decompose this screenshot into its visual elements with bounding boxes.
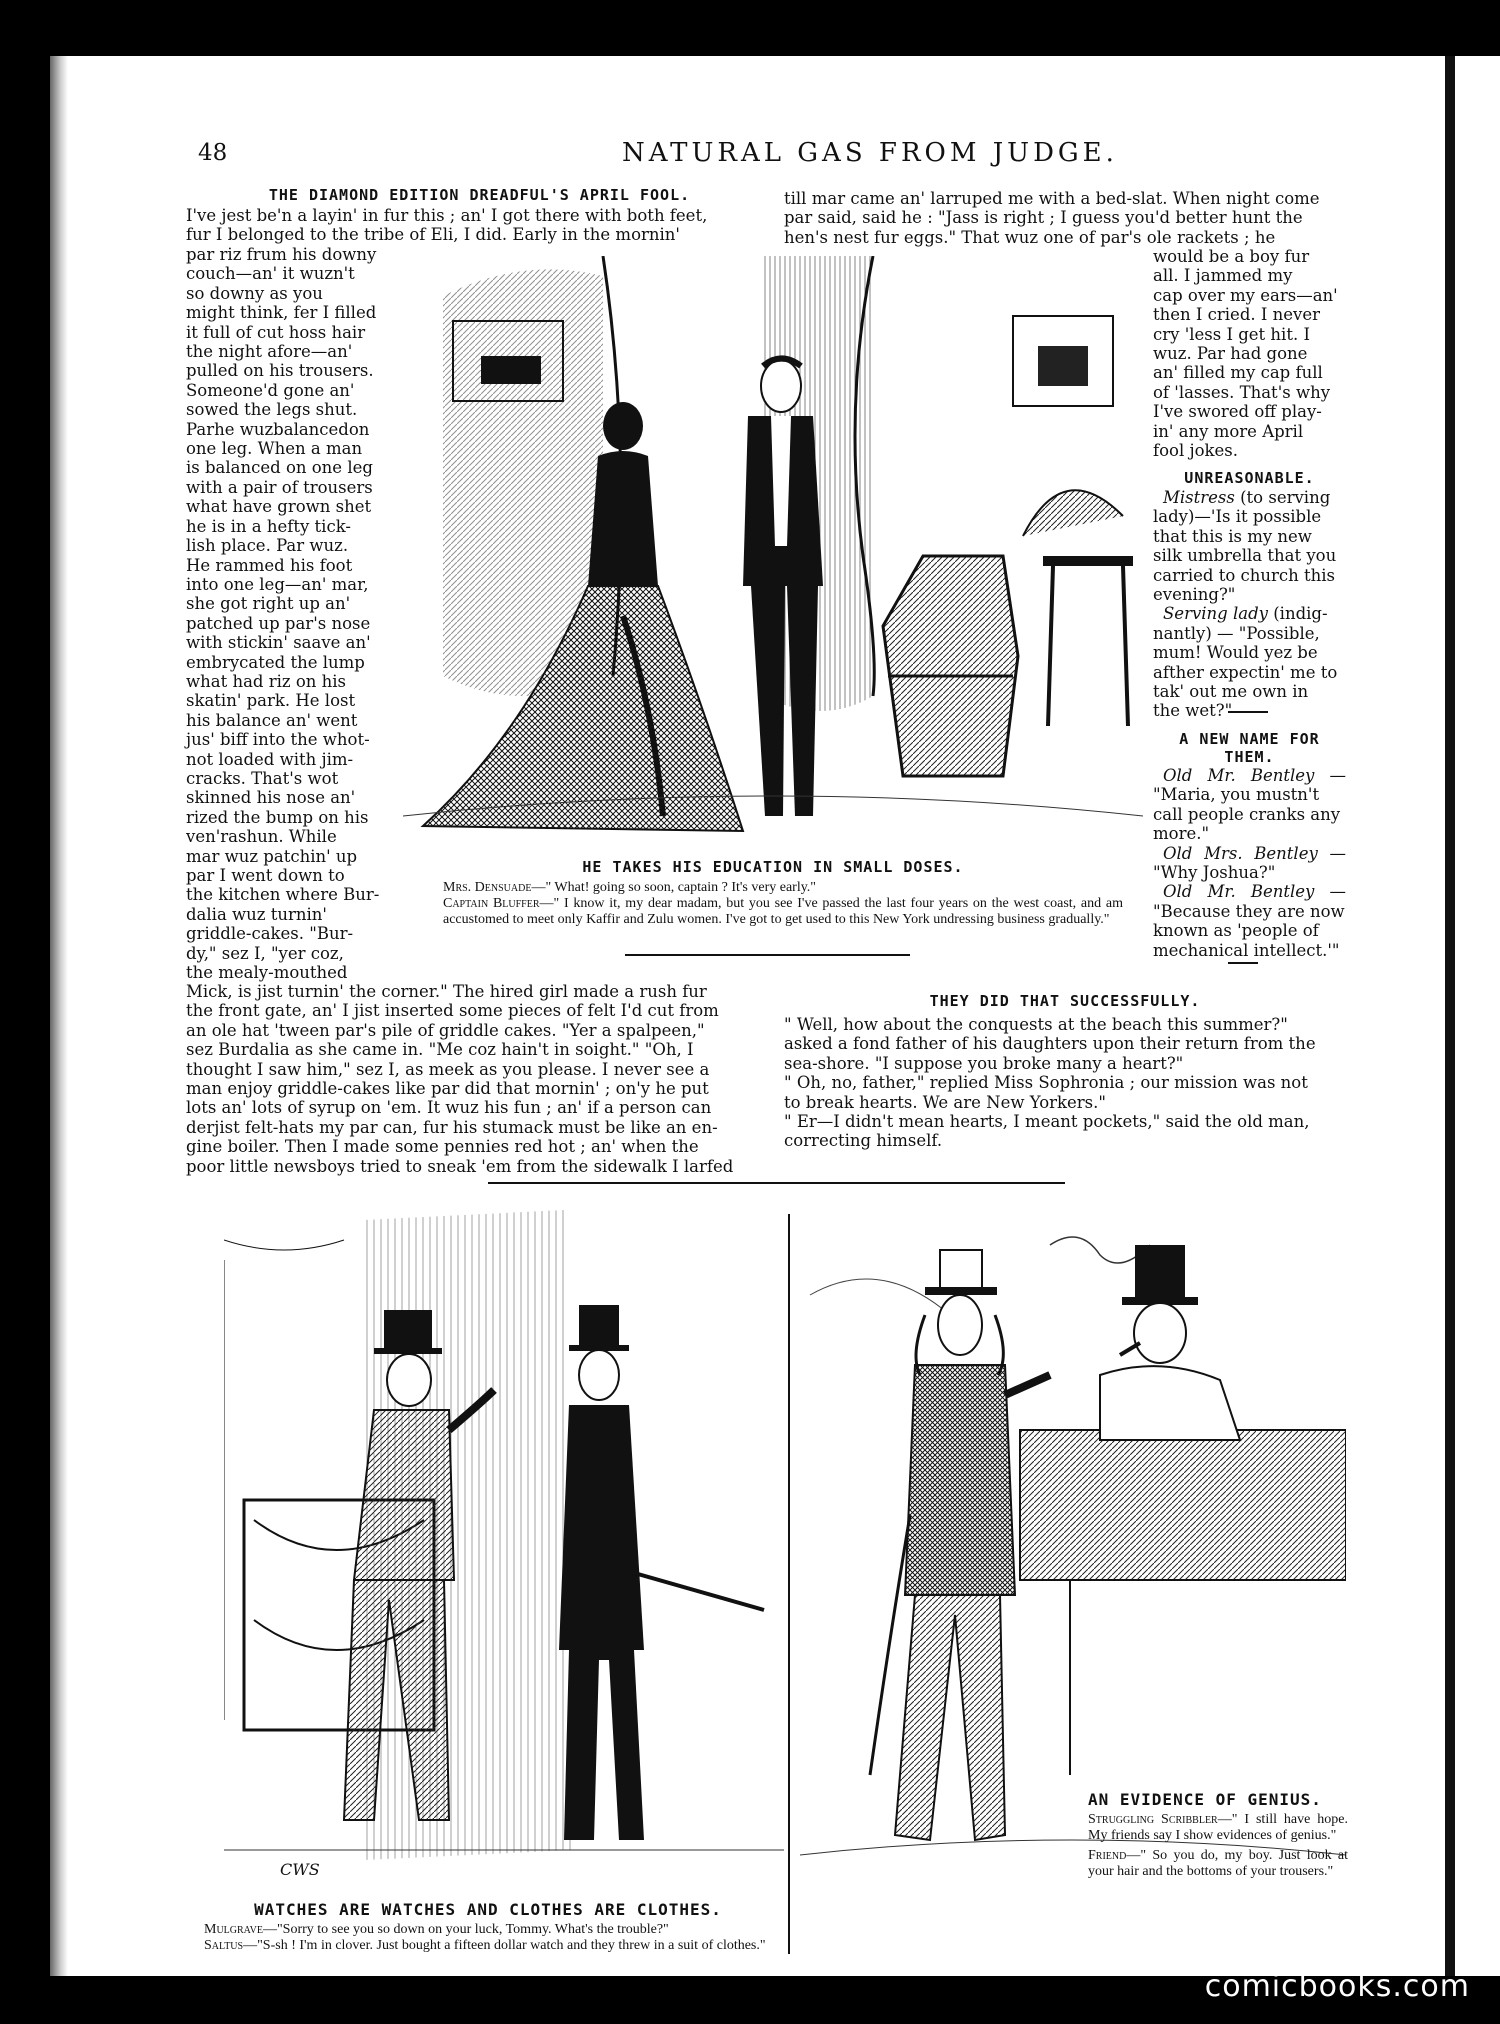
text-line: "Because they are now xyxy=(1153,901,1345,921)
text-line: man enjoy griddle-cakes like par did that mornin' ; on'y he put xyxy=(186,1079,709,1099)
speaker-name: Mulgrave xyxy=(204,1922,263,1937)
text-line: dalia wuz turnin' xyxy=(186,904,327,924)
text-line: cry 'less I get hit. I xyxy=(1153,324,1310,344)
text-line: skatin' park. He lost xyxy=(186,691,356,711)
text-line: that this is my new xyxy=(1153,526,1312,546)
text-line: patched up par's nose xyxy=(186,613,371,633)
story-intro xyxy=(186,206,764,245)
text-line: correcting himself. xyxy=(784,1131,943,1151)
page-number: 48 xyxy=(198,140,228,166)
text-line: more." xyxy=(1153,824,1210,844)
text-line: cap over my ears—an' xyxy=(1153,285,1338,305)
section-divider xyxy=(488,1182,1065,1184)
speaker-name: Mrs. Densuade xyxy=(443,880,532,895)
dialogue-line: —" I still have hope. My friends say I show evidences of genius." xyxy=(1088,1812,1348,1843)
text-line: sez Burdalia as she came in. "Me coz hain't in soight." "Oh, I xyxy=(186,1040,694,1060)
text-line: par I went down to xyxy=(186,866,345,885)
dialogue-line: —" I know it, my dear madam, but you see I've passed the last four years on the west coast, and am accustomed to meet only Kaffir and Zulu women. I've got to get used to this New York undressing business gradually." xyxy=(443,896,1123,927)
text-line: in' any more April xyxy=(1153,421,1304,441)
text-line: afther expectin' me to xyxy=(1153,662,1338,682)
story-continuation xyxy=(186,982,764,1176)
text-line: an ole hat 'tween par's pile of griddle cakes. "Yer a spalpeen," xyxy=(186,1020,705,1040)
text-line: what had riz on his xyxy=(186,671,347,691)
title-line: A NEW NAME FOR xyxy=(1179,730,1320,748)
watches-engraving xyxy=(224,1200,784,1895)
text-line: hen's nest fur eggs." That wuz one of par's ole rackets ; he xyxy=(784,228,1276,247)
story-narrow-column xyxy=(186,245,388,982)
text-line: " Er—I didn't mean hearts, I meant pockets," said the old man, xyxy=(784,1112,1310,1132)
speaker-name: Serving lady xyxy=(1163,604,1268,624)
divider-rule xyxy=(1228,962,1258,964)
text-line: what have grown shet xyxy=(186,497,372,517)
text-line: asked a fond father of his daughters upon their return from the xyxy=(784,1034,1316,1054)
text-line: carried to church this xyxy=(1153,565,1336,585)
text-line: cracks. That's wot xyxy=(186,768,339,788)
dialogue-line: —" So you do, my boy. Just look at your hair and the bottoms of your trousers." xyxy=(1088,1848,1348,1879)
text-line: " Oh, no, father," replied Miss Sophronia ; our mission was not xyxy=(784,1073,1308,1093)
caption-dialogue-genius xyxy=(1088,1812,1348,1880)
dialogue-line: —" What! going so soon, captain ? It's very early." xyxy=(531,880,817,895)
speaker-name: Saltus xyxy=(204,1938,244,1953)
text-line: mechanical intellect.'" xyxy=(1153,940,1340,960)
text-line: he is in a hefty tick- xyxy=(186,516,351,536)
text-line: it full of cut hoss hair xyxy=(186,322,366,342)
text-line: silk umbrella that you xyxy=(1153,546,1337,566)
text-line: his balance an' went xyxy=(186,710,358,730)
genius-engraving xyxy=(800,1215,1346,1875)
text-line: till mar came an' larruped me with a bed-slat. When night come xyxy=(784,189,1320,208)
divider-rule xyxy=(625,954,910,956)
watermark: comicbooks.com xyxy=(1204,1969,1470,2004)
text-line: fool jokes. xyxy=(1153,441,1239,461)
illustration-drawing-room xyxy=(403,256,1143,846)
story-title-new-name xyxy=(1153,730,1346,766)
text-line: lady)—'Is it possible xyxy=(1153,507,1322,527)
text-line: then I cried. I never xyxy=(1153,305,1321,325)
column-divider xyxy=(788,1214,790,1954)
text-line: pulled on his trousers. xyxy=(186,361,374,381)
text-line: He rammed his foot xyxy=(186,555,353,575)
text-line: mar wuz patchin' up xyxy=(186,846,358,866)
text-line: one leg. When a man xyxy=(186,439,363,459)
text-line: the wet?" xyxy=(1153,701,1233,721)
text-line: dy," sez I, "yer coz, xyxy=(186,943,344,963)
text-line: I've jest be'n a layin' in fur this ; an' I got there with both feet, xyxy=(186,206,708,225)
speaker-name: Friend xyxy=(1088,1848,1127,1863)
text-line: embrycated the lump xyxy=(186,652,365,672)
story-new-name xyxy=(1153,766,1346,960)
text-line: " Well, how about the conquests at the beach this summer?" xyxy=(784,1015,1288,1034)
text-line: fur I belonged to the tribe of Eli, I did. Early in the mornin' xyxy=(186,225,680,245)
text-line: of 'lasses. That's why xyxy=(1153,382,1331,402)
text-line: (indig- xyxy=(1273,604,1328,624)
story-title-april-fool: THE DIAMOND EDITION DREADFUL'S APRIL FOOL. xyxy=(268,186,691,204)
dialogue-line: —"Sorry to see you so down on your luck, Tommy. What's the trouble?" xyxy=(262,1922,669,1937)
speaker-name: Captain Bluffer xyxy=(443,896,540,911)
speaker-name: Old Mrs. Bentley — xyxy=(1163,843,1346,863)
text-line: sea-shore. "I suppose you broke many a heart?" xyxy=(784,1053,1184,1073)
caption-title-watches: WATCHES ARE WATCHES AND CLOTHES ARE CLOTHES. xyxy=(254,1900,722,1919)
text-line: couch—an' it wuzn't xyxy=(186,264,355,284)
text-line: wuz. Par had gone xyxy=(1153,344,1308,364)
story-successfully xyxy=(784,1015,1346,1151)
story-right-continuation xyxy=(784,189,1346,228)
text-line: is balanced on one leg xyxy=(186,458,373,478)
story-title-unreasonable: UNREASONABLE. xyxy=(1184,469,1315,487)
drawing-room-engraving xyxy=(403,256,1143,846)
text-line: would be a boy fur xyxy=(1153,247,1310,266)
text-line: so downy as you xyxy=(186,283,323,303)
speaker-name: Mistress xyxy=(1163,488,1235,507)
story-right-narrow-column xyxy=(1153,247,1346,460)
illustration-watches xyxy=(224,1200,784,1895)
divider-rule xyxy=(1228,711,1268,713)
speaker-name: Old Mr. Bentley — xyxy=(1163,766,1346,785)
text-line: mum! Would yez be xyxy=(1153,643,1318,663)
text-line: lots an' lots of syrup on 'em. It wuz his fun ; an' if a person can xyxy=(186,1098,712,1118)
text-line: Someone'd gone an' xyxy=(186,380,355,400)
text-line: Mick, is jist turnin' the corner." The hired girl made a rush fur xyxy=(186,982,707,1001)
page-gutter xyxy=(1445,56,1455,1976)
text-line: "Maria, you mustn't xyxy=(1153,785,1320,805)
text-line: poor little newsboys tried to sneak 'em from the sidewalk I larfed xyxy=(186,1156,734,1176)
text-line: ven'rashun. While xyxy=(186,827,337,847)
text-line: the night afore—an' xyxy=(186,342,353,362)
story-partial-line-row xyxy=(784,228,1346,247)
text-line: all. I jammed my xyxy=(1153,266,1293,286)
text-line: lish place. Par wuz. xyxy=(186,536,349,556)
text-line: "Why Joshua?" xyxy=(1153,863,1276,883)
text-line: I've swored off play- xyxy=(1153,402,1322,422)
text-line: might think, fer I filled xyxy=(186,303,377,323)
text-line: skinned his nose an' xyxy=(186,788,356,808)
text-line: the kitchen where Bur- xyxy=(186,885,380,905)
speaker-name: Struggling Scribbler xyxy=(1088,1812,1218,1827)
text-line: evening?" xyxy=(1153,585,1236,605)
caption-title-genius: AN EVIDENCE OF GENIUS. xyxy=(1088,1790,1322,1809)
text-line: the mealy-mouthed xyxy=(186,963,348,983)
facing-page-edge xyxy=(1455,56,1500,1976)
text-line: with stickin' saave an' xyxy=(186,633,371,653)
text-line: par said, said he : "Jass is right ; I guess you'd better hunt the xyxy=(784,208,1303,228)
text-line: derjist felt-hats my par can, fur his stumack must be like an en- xyxy=(186,1117,718,1137)
artist-signature: CWS xyxy=(280,1860,320,1879)
illustration-genius xyxy=(800,1215,1346,1875)
text-line: gine boiler. Then I made some pennies red hot ; an' when the xyxy=(186,1137,699,1157)
title-line: THEM. xyxy=(1224,748,1275,766)
text-line: not loaded with jim- xyxy=(186,749,354,769)
caption-dialogue-watches xyxy=(204,1922,778,1954)
caption-title-small-doses: HE TAKES HIS EDUCATION IN SMALL DOSES. xyxy=(582,858,964,876)
text-line: rized the bump on his xyxy=(186,807,369,827)
binding-spine xyxy=(50,56,68,1976)
text-line: par riz frum his downy xyxy=(186,245,377,264)
text-line: (to serving xyxy=(1240,488,1331,507)
text-line: known as 'people of xyxy=(1153,921,1319,941)
text-line: the front gate, an' I jist inserted some pieces of felt I'd cut from xyxy=(186,1001,719,1021)
speaker-name: Old Mr. Bentley — xyxy=(1163,882,1346,902)
text-line: sowed the legs shut. xyxy=(186,400,358,420)
text-line: thought I saw him," sez I, as meek as you please. I never see a xyxy=(186,1059,710,1079)
text-line: jus' biff into the whot- xyxy=(186,730,370,750)
text-line: griddle-cakes. "Bur- xyxy=(186,924,354,944)
text-line: with a pair of trousers xyxy=(186,477,373,497)
text-line: an' filled my cap full xyxy=(1153,363,1323,383)
story-unreasonable xyxy=(1153,488,1346,721)
text-line: call people cranks any xyxy=(1153,804,1341,824)
text-line: nantly) — "Possible, xyxy=(1153,623,1320,643)
dialogue-line: —"S-sh ! I'm in clover. Just bought a fifteen dollar watch and they threw in a suit of clothes." xyxy=(243,1938,766,1953)
text-line: to break hearts. We are New Yorkers." xyxy=(784,1092,1106,1112)
text-line: into one leg—an' mar, xyxy=(186,574,369,594)
story-title-successfully: THEY DID THAT SUCCESSFULLY. xyxy=(929,992,1201,1010)
text-line: Parhe wuzbalancedon xyxy=(186,419,370,439)
running-title: NATURAL GAS FROM JUDGE. xyxy=(622,138,1118,168)
text-line: tak' out me own in xyxy=(1153,682,1309,702)
text-line: she got right up an' xyxy=(186,594,351,614)
caption-dialogue-small-doses xyxy=(443,880,1123,928)
